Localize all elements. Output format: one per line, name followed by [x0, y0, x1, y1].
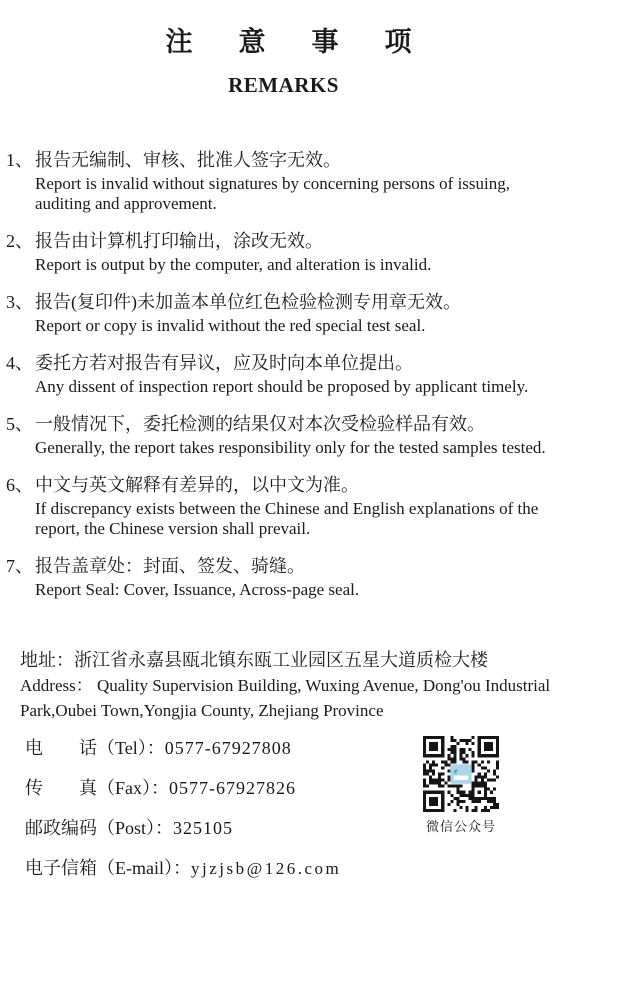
- remark-body: [35, 411, 546, 458]
- contact-block: [0, 735, 623, 882]
- remark-chinese: 中文与英文解释有差异的，以中文为准。: [35, 475, 359, 495]
- remark-chinese: 一般情况下，委托检测的结果仅对本次受检验样品有效。: [35, 414, 485, 434]
- remark-body: [35, 289, 461, 336]
- telephone-value: 0577-67927808: [164, 738, 292, 758]
- remark-chinese: 报告由计算机打印输出，涂改无效。: [35, 231, 323, 251]
- email-value: yjzjsb@126.com: [190, 859, 342, 878]
- remark-item-7: [6, 553, 623, 600]
- wechat-qr-label: 微信公众号: [425, 819, 496, 834]
- postcode-label-en: （Post）：: [97, 818, 174, 838]
- remark-item-4: [6, 350, 623, 397]
- remark-english-line: Report or copy is invalid without the red special test seal.: [35, 316, 426, 335]
- remark-body: [35, 553, 359, 600]
- remark-number: 3、: [6, 292, 33, 312]
- remark-chinese: 报告盖章处：封面、签发、骑缝。: [35, 556, 305, 576]
- page-title-chinese: 注意事项: [165, 27, 458, 57]
- remark-number: 6、: [6, 475, 33, 495]
- fax-row: [25, 775, 623, 801]
- page-title-english: REMARKS: [228, 73, 339, 97]
- address-english-line: Park,Oubei Town,Yongjia County, Zhejiang Province: [20, 701, 384, 720]
- remark-number: 4、: [6, 353, 33, 373]
- remark-body: [35, 350, 528, 397]
- postcode-row: [25, 815, 623, 841]
- email-row: [25, 855, 623, 882]
- fax-label-en: （Fax）：: [97, 778, 169, 798]
- email-label-en: （E-mail）：: [97, 858, 191, 878]
- wechat-qr-code: [423, 736, 499, 812]
- remark-english-line: Report Seal: Cover, Issuance, Across-page seal.: [35, 580, 360, 599]
- remark-english-line: auditing and approvement.: [35, 194, 217, 213]
- remark-item-5: [6, 411, 623, 458]
- remarks-list: [0, 147, 623, 600]
- telephone-label: 电 话: [25, 738, 97, 758]
- remark-chinese: 报告(复印件)未加盖本单位红色检验检测专用章无效。: [35, 292, 461, 312]
- remark-english-line: Generally, the report takes responsibility only for the tested samples tested.: [35, 438, 546, 457]
- remark-english-line: report, the Chinese version shall prevail.: [35, 519, 311, 538]
- remark-item-1: [6, 147, 623, 214]
- telephone-row: [25, 735, 623, 761]
- remark-body: [35, 228, 431, 275]
- remark-chinese: 报告无编制、审核、批准人签字无效。: [35, 150, 341, 170]
- remark-number: 2、: [6, 231, 33, 251]
- remark-item-2: [6, 228, 623, 275]
- address-block: [0, 648, 623, 723]
- fax-value: 0577-67927826: [169, 778, 296, 798]
- remark-english-line: Report is invalid without signatures by concerning persons of issuing,: [35, 174, 510, 193]
- wechat-qr-block: [422, 736, 500, 835]
- remark-body: [35, 147, 510, 214]
- remark-chinese: 委托方若对报告有异议，应及时向本单位提出。: [35, 353, 413, 373]
- address-chinese: 地址：浙江省永嘉县瓯北镇东瓯工业园区五星大道质检大楼: [20, 650, 488, 670]
- remark-english-line: Report is output by the computer, and alteration is invalid.: [35, 255, 432, 274]
- remark-english-line: Any dissent of inspection report should be proposed by applicant timely.: [35, 377, 529, 396]
- address-english-line: Address： Quality Supervision Building, Wuxing Avenue, Dong'ou Industrial: [20, 676, 551, 695]
- postcode-label: 邮政编码: [25, 818, 97, 838]
- remark-english-line: If discrepancy exists between the Chinese and English explanations of the: [35, 499, 539, 518]
- remark-item-3: [6, 289, 623, 336]
- telephone-label-en: （Tel）：: [97, 738, 165, 758]
- remark-body: [35, 472, 538, 539]
- postcode-value: 325105: [173, 818, 234, 838]
- remark-item-6: [6, 472, 623, 539]
- email-label: 电子信箱: [25, 858, 97, 878]
- fax-label: 传 真: [25, 778, 97, 798]
- remark-number: 7、: [6, 556, 33, 576]
- remark-number: 1、: [6, 150, 33, 170]
- svg-text:e: e: [454, 766, 458, 776]
- remark-number: 5、: [6, 414, 33, 434]
